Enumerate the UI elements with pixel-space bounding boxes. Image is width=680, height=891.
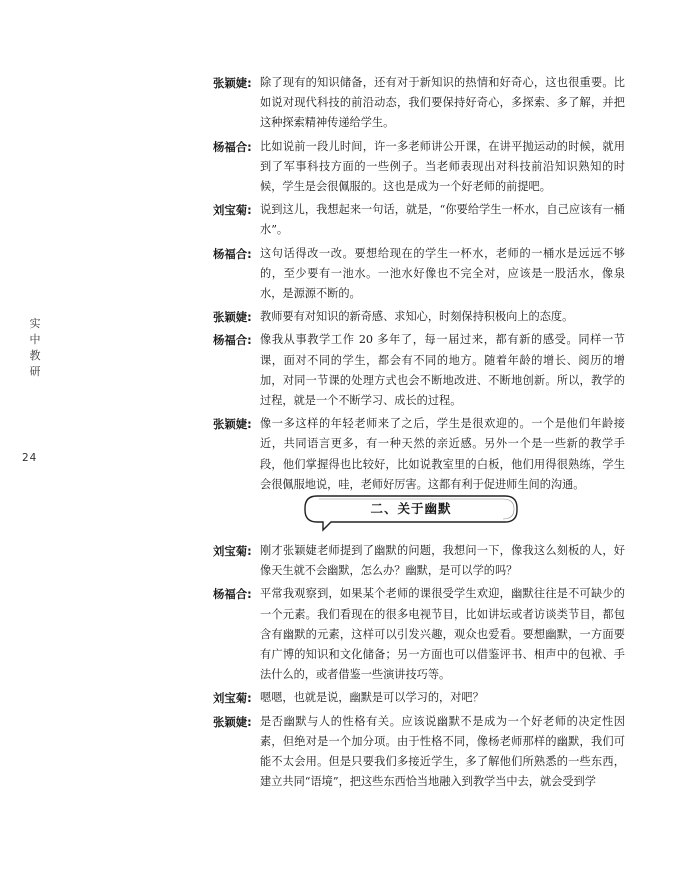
dialogue-turn bbox=[213, 137, 625, 198]
vertical-label-char: 中 bbox=[29, 333, 41, 346]
speech-text: 刚才张颖婕老师提到了幽默的问题，我想问一下，像我这么刻板的人，好像天生就不会幽默，怎么办？幽默，是可以学的吗？ bbox=[260, 544, 625, 578]
dialogue-turn bbox=[213, 688, 625, 708]
page-number: 24 bbox=[22, 452, 38, 464]
speaker-name: 杨福合: bbox=[213, 246, 252, 261]
speech-text: 像一多这样的年轻老师来了之后，学生是很欢迎的。一个是他们年龄接近，共同语言更多，有一种天然的亲近感。另外一个是一些新的教学手段，他们掌握得也比较好，比如说教室里的白板，他们用得很熟练，学生会很佩服地说，哇，老师好厉害。这都有利于促进师生间的沟通。 bbox=[260, 417, 625, 491]
speaker-name: 张颖婕: bbox=[213, 417, 252, 432]
speech-text: 说到这儿，我想起来一句话，就是，“你要给学生一杯水，自己应该有一桶水”。 bbox=[260, 203, 625, 237]
dialogue-turn bbox=[213, 541, 625, 581]
vertical-label-char: 研 bbox=[29, 365, 41, 378]
speaker-name: 杨福合: bbox=[213, 333, 252, 348]
dialogue-turn bbox=[213, 330, 625, 411]
vertical-label-char: 教 bbox=[29, 349, 41, 362]
speech-text: 平常我观察到，如果某个老师的课很受学生欢迎，幽默往往是不可缺少的一个元素。我们看现在的很多电视节目，比如讲坛或者访谈类节目，都包含有幽默的元素，这样可以引发兴趣，观众也爱看。要想幽默，一方面要有广博的知识和文化储备；另一方面也可以借鉴评书、相声中的包袱、手法什么的，或者借鉴一些演讲技巧等。 bbox=[260, 587, 625, 682]
speaker-name: 张颖婕: bbox=[213, 714, 252, 729]
speech-text: 是否幽默与人的性格有关。应该说幽默不是成为一个好老师的决定性因素，但绝对是一个加分项。由于性格不同，像杨老师那样的幽默，我们可能不太会用。但是只要我们多接近学生，多了解他们所熟悉的一些东西，建立共同“语境”，把这些东西恰当地融入到教学当中去，就会受到学 bbox=[260, 714, 625, 789]
speaker-name: 杨福合: bbox=[213, 139, 252, 154]
speech-text: 像我从事教学工作 20 多年了，每一届过来，都有新的感受。同样一节课，面对不同的学生，都会有不同的地方。随着年龄的增长、阅历的增加，对同一节课的处理方式也会不断地改进、不断地创新。所以，教学的过程，就是一个不断学习、成长的过程。 bbox=[260, 333, 625, 408]
dialogue-turn bbox=[213, 712, 625, 793]
speech-text: 这句话得改一改。要想给现在的学生一杯水，老师的一桶水是远远不够的，至少要有一池水。一池水好像也不完全对，应该是一股活水，像泉水，是源源不断的。 bbox=[260, 246, 625, 301]
speaker-name: 张颖婕: bbox=[213, 76, 252, 90]
dialogue-turn bbox=[213, 584, 625, 685]
dialogue-turn bbox=[213, 73, 625, 134]
dialogue-turn bbox=[213, 200, 625, 240]
dialogue-turn bbox=[213, 307, 625, 327]
section-title: 二、关于幽默 bbox=[370, 501, 452, 516]
speaker-name: 杨福合: bbox=[213, 587, 252, 602]
speech-text: 除了现有的知识储备，还有对于新知识的热情和好奇心，这也很重要。比如说对现代科技的前沿动态，我们要保持好奇心，多探索、多了解，并把这种探索精神传递给学生。 bbox=[260, 76, 625, 130]
dialogue-turn bbox=[213, 414, 625, 495]
dialogue-turn bbox=[213, 244, 625, 305]
speaker-name: 刘宝菊: bbox=[213, 544, 252, 558]
speech-text: 比如说前一段儿时间，许一多老师讲公开课，在讲平抛运动的时候，就用到了军事科技方面的一些例子。当老师表现出对科技前沿知识熟知的时候，学生是会很佩服的。这也是成为一个好老师的前提吧。 bbox=[260, 139, 625, 194]
vertical-label-char: 实 bbox=[29, 317, 41, 330]
journal-vertical-label bbox=[28, 316, 42, 380]
dialogue-top bbox=[213, 73, 625, 498]
speech-text: 嗯嗯，也就是说，幽默是可以学习的，对吧？ bbox=[260, 691, 484, 705]
speaker-name: 刘宝菊: bbox=[213, 203, 252, 218]
dialogue-bottom bbox=[213, 541, 625, 795]
speaker-name: 刘宝菊: bbox=[213, 691, 252, 706]
speech-text: 教师要有对知识的新奇感、求知心，时刻保持积极向上的态度。 bbox=[260, 310, 574, 324]
speaker-name: 张颖婕: bbox=[213, 310, 252, 325]
section-heading-bubble bbox=[303, 494, 523, 534]
